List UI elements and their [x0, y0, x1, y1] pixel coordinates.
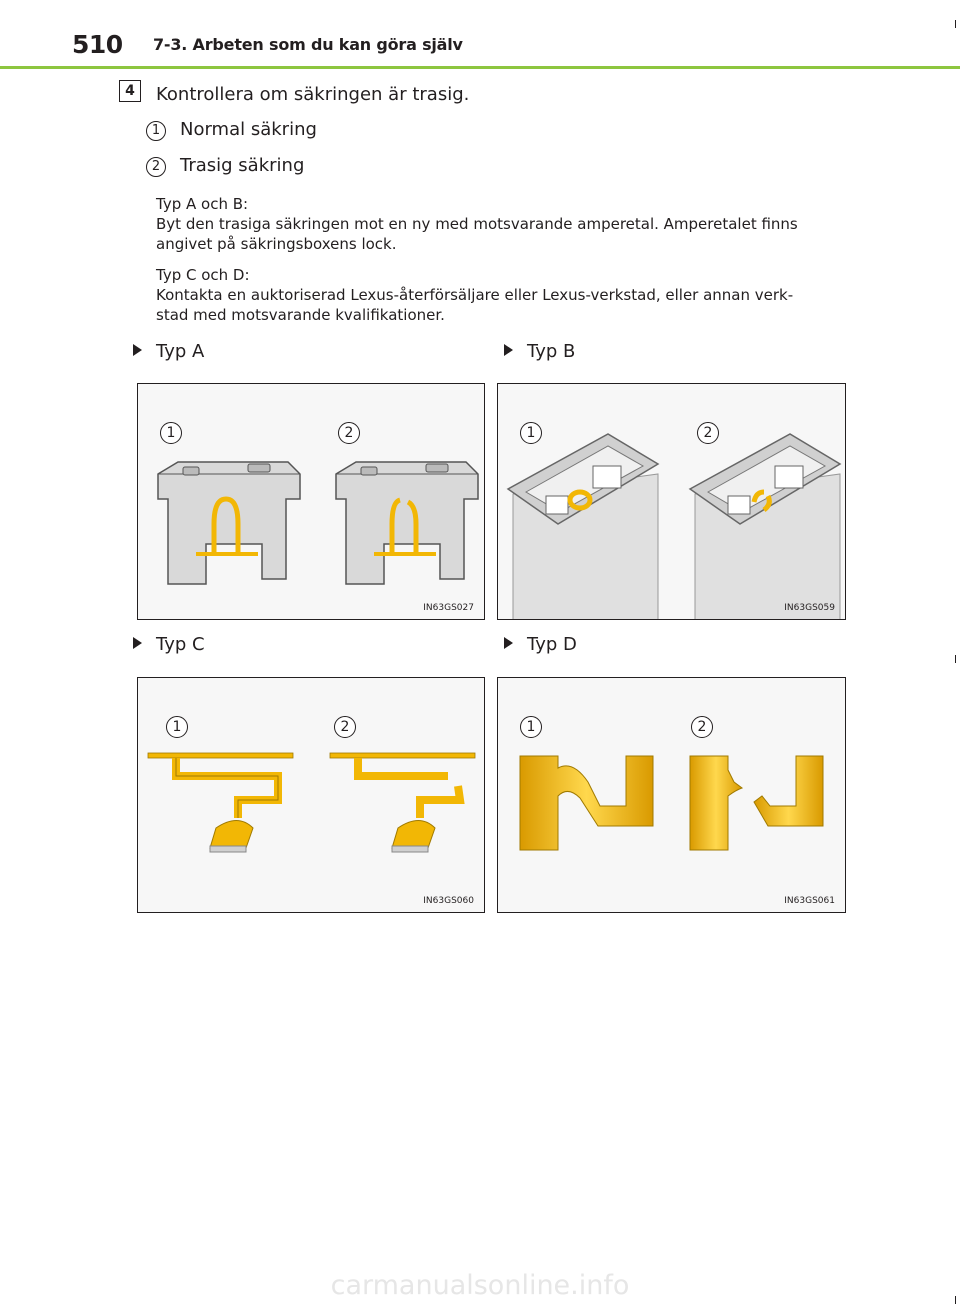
callout-1: 1	[160, 422, 182, 444]
triangle-bullet-icon	[133, 637, 142, 649]
callout-2: 2	[338, 422, 360, 444]
figure-code: IN63GS061	[784, 896, 835, 906]
cartridge-fuse-normal	[508, 434, 658, 620]
paragraph-type-cd	[156, 265, 846, 325]
figure-code: IN63GS060	[423, 896, 474, 906]
paragraph-line: stad med motsvarande kvalifikationer.	[156, 306, 445, 324]
callout-1: 1	[520, 716, 542, 738]
fuse-element-c-illustration	[138, 678, 485, 913]
callout-2: 2	[691, 716, 713, 738]
figure-heading-type-b: Typ B	[504, 341, 575, 362]
figure-type-c	[137, 677, 485, 913]
page-number: 510	[72, 30, 123, 59]
header-rule	[0, 66, 960, 69]
item-label-normal: Normal säkring	[180, 119, 317, 140]
watermark: carmanualsonline.info	[330, 1270, 630, 1301]
item-number-2: 2	[146, 157, 166, 177]
paragraph-line: angivet på säkringsboxens lock.	[156, 235, 397, 253]
figure-heading-type-d: Typ D	[504, 634, 577, 655]
callout-1: 1	[520, 422, 542, 444]
fuse-element-broken	[330, 753, 475, 852]
paragraph-line: Kontakta en auktoriserad Lexus-återförsäljare eller Lexus-verkstad, eller annan verk-	[156, 286, 794, 304]
blade-fuse-normal	[158, 462, 300, 584]
paragraph-title: Typ C och D:	[156, 266, 250, 284]
figure-type-d	[497, 677, 846, 913]
fuse-element-d-illustration	[498, 678, 846, 913]
step-badge: 4	[119, 80, 141, 102]
callout-2: 2	[334, 716, 356, 738]
paragraph-title: Typ A och B:	[156, 195, 249, 213]
margin-tick	[955, 655, 956, 663]
callout-2: 2	[697, 422, 719, 444]
paragraph-type-ab	[156, 194, 846, 254]
figure-code: IN63GS059	[784, 603, 835, 613]
cartridge-fuse-broken	[690, 434, 840, 620]
fuse-element-normal	[520, 756, 653, 850]
figure-heading-type-a: Typ A	[133, 341, 204, 362]
item-label-broken: Trasig säkring	[180, 155, 305, 176]
figure-heading-type-c: Typ C	[133, 634, 205, 655]
blade-fuse-illustration	[138, 384, 485, 620]
figure-type-b	[497, 383, 846, 620]
fuse-element-broken	[690, 756, 823, 850]
paragraph-line: Byt den trasiga säkringen mot en ny med motsvarande amperetal. Amperetalet finns	[156, 215, 798, 233]
figure-type-a	[137, 383, 485, 620]
blade-fuse-broken	[336, 462, 478, 584]
section-title: 7-3. Arbeten som du kan göra själv	[153, 35, 463, 54]
cartridge-fuse-illustration	[498, 384, 846, 620]
figure-code: IN63GS027	[423, 603, 474, 613]
triangle-bullet-icon	[504, 637, 513, 649]
triangle-bullet-icon	[133, 344, 142, 356]
margin-tick	[955, 20, 956, 28]
triangle-bullet-icon	[504, 344, 513, 356]
callout-1: 1	[166, 716, 188, 738]
fuse-element-normal	[148, 753, 293, 852]
item-number-1: 1	[146, 121, 166, 141]
step-text: Kontrollera om säkringen är trasig.	[156, 84, 470, 105]
